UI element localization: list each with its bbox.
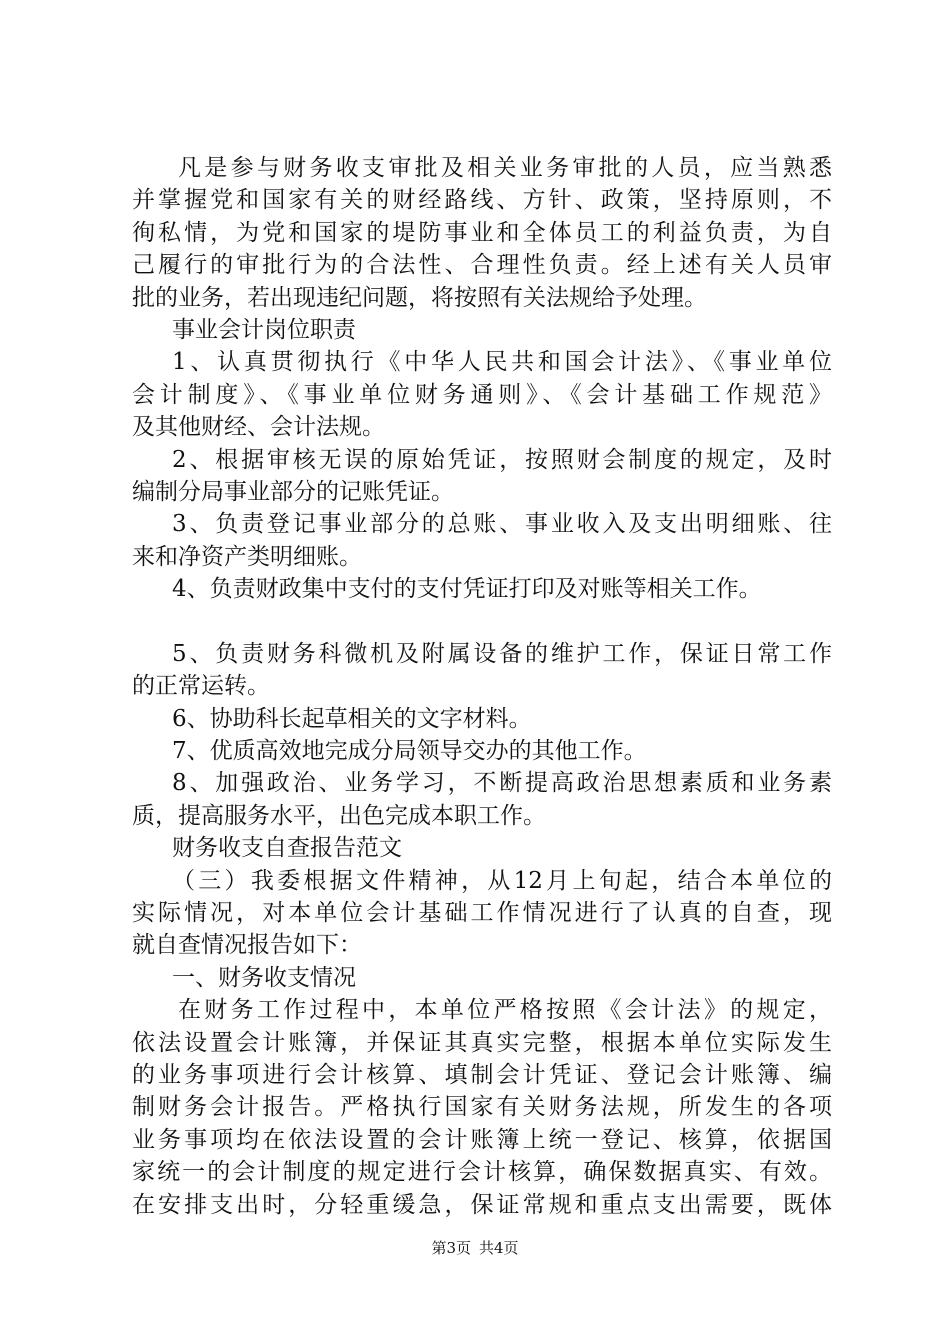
text-line: 5、负责财务科微机及附属设备的维护工作，保证日常工作: [172, 640, 832, 667]
text-line: 来和净资产类明细账。: [132, 543, 362, 570]
text-line: 及其他财经、会计法规。: [132, 414, 385, 441]
text-line: 凡是参与财务收支审批及相关业务审批的人员，应当熟悉: [178, 155, 832, 181]
text-line: 1、认真贯彻执行《中华人民共和国会计法》、《事业单位: [172, 349, 832, 376]
text-line: 2、根据审核无误的原始凭证，按照财会制度的规定，及时: [172, 446, 832, 473]
section-heading: 事业会计岗位职责: [172, 316, 356, 343]
text-line: 6、协助科长起草相关的文字材料。: [172, 705, 532, 732]
text-line: 徇私情，为党和国家的堤防事业和全体员工的利益负责，为自: [132, 219, 832, 246]
text-line: 8、加强政治、业务学习，不断提高政治思想素质和业务素: [172, 770, 832, 797]
text-line: 4、负责财政集中支付的支付凭证打印及对账等相关工作。: [172, 576, 762, 603]
page-total: 共4页: [479, 1239, 519, 1257]
text-line: 的业务事项进行会计核算、填制会计凭证、登记会计账簿、编: [132, 1061, 832, 1088]
text-line: （三）我委根据文件精神，从12月上旬起，结合本单位的: [172, 867, 832, 894]
page-footer: [0, 1238, 950, 1258]
page-number: 第3页: [431, 1239, 471, 1257]
text-line: 实际情况，对本单位会计基础工作情况进行了认真的自查，现: [132, 899, 832, 926]
text-line: 7、优质高效地完成分局领导交办的其他工作。: [172, 738, 647, 765]
text-line: 依法设置会计账簿，并保证其真实完整，根据本单位实际发生: [132, 1029, 832, 1056]
section-heading: 财务收支自查报告范文: [172, 835, 402, 862]
text-line: 家统一的会计制度的规定进行会计核算，确保数据真实、有效。: [132, 1159, 832, 1186]
text-line: 制财务会计报告。严格执行国家有关财务法规，所发生的各项: [132, 1094, 832, 1121]
text-line: 的正常运转。: [132, 673, 270, 700]
text-line: 批的业务，若出现违纪问题，将按照有关法规给予处理。: [132, 284, 707, 311]
text-line: 质，提高服务水平，出色完成本职工作。: [132, 802, 546, 829]
text-line: 会计制度》、《事业单位财务通则》、《会计基础工作规范》: [132, 381, 832, 408]
text-line: 就自查情况报告如下：: [132, 932, 362, 959]
text-line: 在财务工作过程中，本单位严格按照《会计法》的规定，: [178, 997, 832, 1024]
document-body: [132, 152, 832, 1221]
text-line: 并掌握党和国家有关的财经路线、方针、政策，坚持原则，不: [132, 187, 832, 214]
blank-line: [132, 605, 832, 637]
text-line: 业务事项均在依法设置的会计账簿上统一登记、核算，依据国: [132, 1126, 832, 1153]
text-line: 己履行的审批行为的合法性、合理性负责。经上述有关人员审: [132, 252, 832, 279]
text-line: 在安排支出时，分轻重缓急，保证常规和重点支出需要，既体: [132, 1191, 832, 1218]
section-heading: 一、财务收支情况: [172, 964, 356, 991]
text-line: 3、负责登记事业部分的总账、事业收入及支出明细账、往: [172, 511, 832, 538]
text-line: 编制分局事业部分的记账凭证。: [132, 478, 454, 505]
